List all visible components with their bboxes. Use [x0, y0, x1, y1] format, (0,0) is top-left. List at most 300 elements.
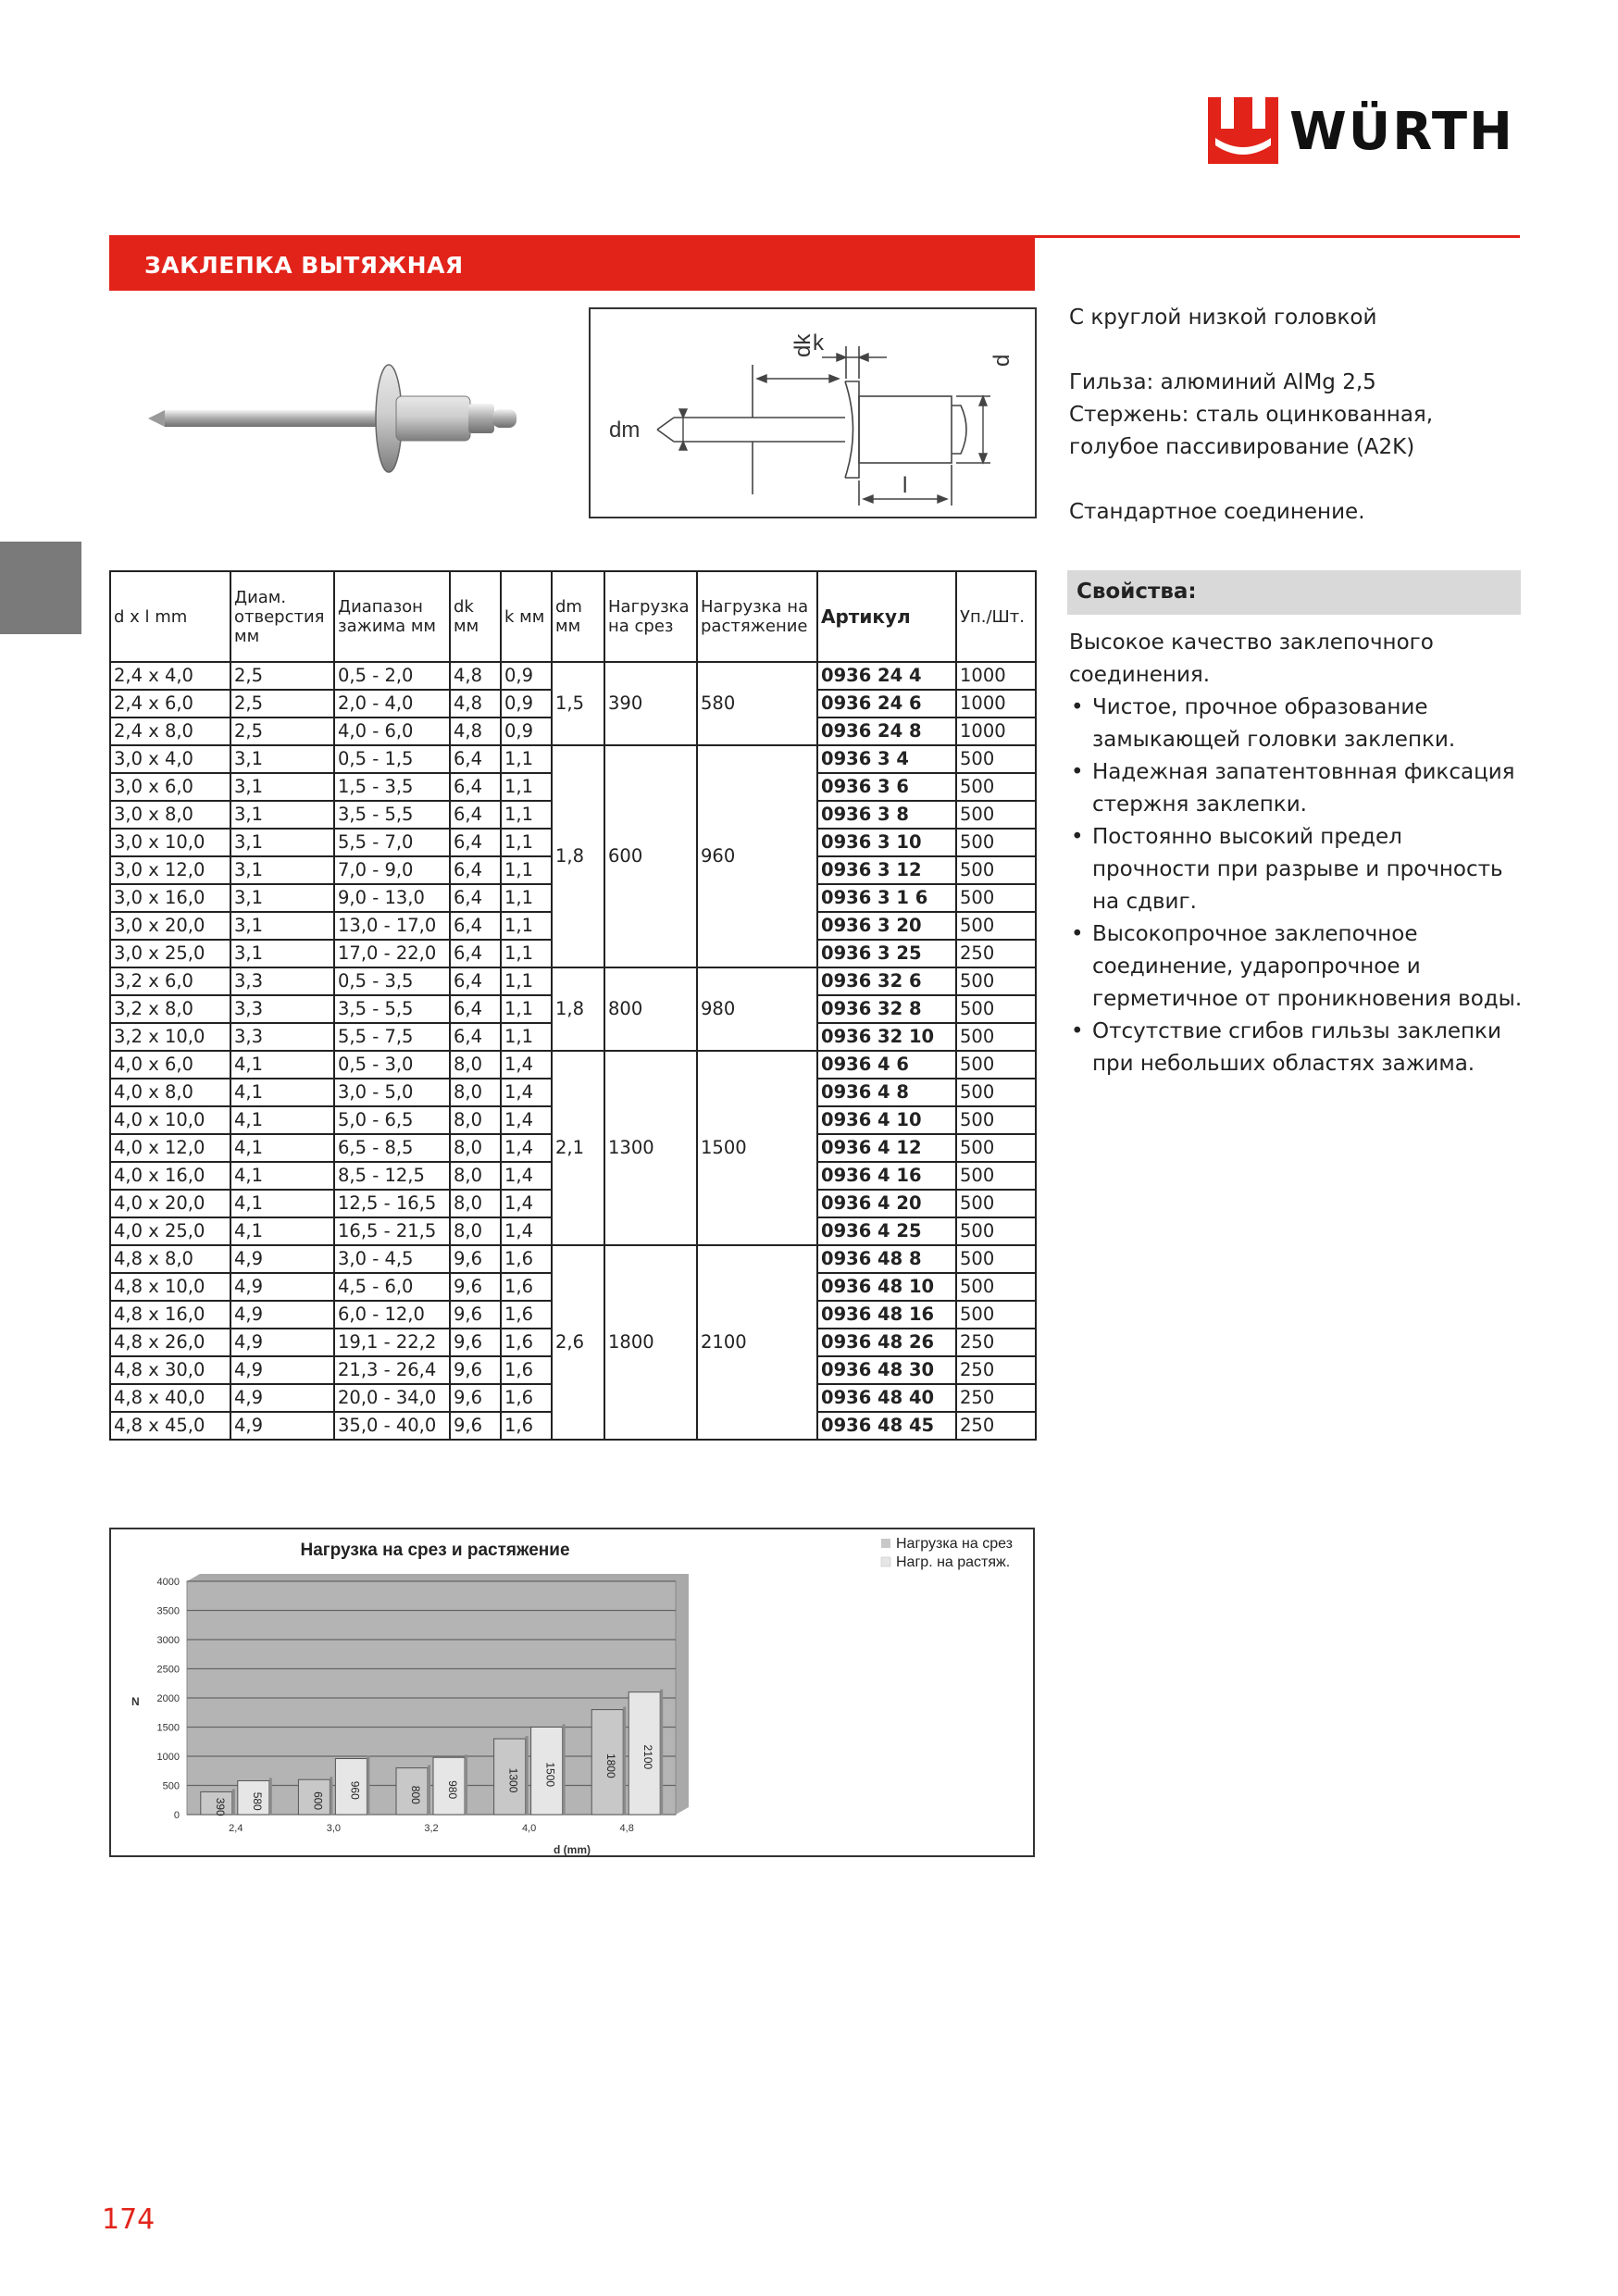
size-cell: 4,8 x 45,0 [110, 1412, 230, 1440]
hole-diameter-cell: 3,3 [230, 995, 334, 1023]
k-cell: 0,9 [501, 718, 552, 745]
y-tick-label: 4000 [156, 1577, 180, 1588]
article-cell: 0936 32 8 [817, 995, 956, 1023]
dk-cell: 8,0 [450, 1162, 501, 1190]
pack-qty-cell: 500 [956, 1245, 1036, 1273]
x-axis-label: d (mm) [554, 1843, 591, 1855]
size-cell: 4,0 x 25,0 [110, 1217, 230, 1245]
grip-range-cell: 4,5 - 6,0 [334, 1273, 450, 1301]
mandrel-text: Стержень: сталь оцинкованная, голубое пассивирование (A2K) [1069, 403, 1434, 459]
size-cell: 3,0 x 8,0 [110, 801, 230, 829]
pack-qty-cell: 500 [956, 1079, 1036, 1106]
dk-cell: 9,6 [450, 1245, 501, 1273]
grip-range-cell: 17,0 - 22,0 [334, 940, 450, 967]
k-cell: 1,1 [501, 773, 552, 801]
dm-cell: 1,8 [552, 745, 604, 967]
grip-range-cell: 8,5 - 12,5 [334, 1162, 450, 1190]
bar-side [428, 1766, 430, 1815]
dk-cell: 9,6 [450, 1301, 501, 1329]
bar-value-label: 1300 [506, 1767, 520, 1793]
pack-qty-cell: 1000 [956, 662, 1036, 690]
grip-range-cell: 16,5 - 21,5 [334, 1217, 450, 1245]
pack-qty-cell: 500 [956, 1134, 1036, 1162]
pack-qty-cell: 500 [956, 1273, 1036, 1301]
dk-cell: 6,4 [450, 967, 501, 995]
pack-qty-cell: 500 [956, 995, 1036, 1023]
load-chart-svg [111, 1529, 1033, 1855]
technical-drawing [589, 307, 1037, 518]
page-title: ЗАКЛЕПКА ВЫТЯЖНАЯ [144, 252, 464, 279]
bar-side [563, 1725, 566, 1816]
article-cell: 0936 48 40 [817, 1384, 956, 1412]
grip-range-cell: 0,5 - 3,5 [334, 967, 450, 995]
grip-range-cell: 6,0 - 12,0 [334, 1301, 450, 1329]
article-cell: 0936 32 10 [817, 1023, 956, 1051]
hole-diameter-cell: 4,1 [230, 1162, 334, 1190]
pack-qty-cell: 500 [956, 1190, 1036, 1217]
hole-diameter-cell: 4,9 [230, 1329, 334, 1356]
spec-table [109, 570, 1037, 1441]
article-cell: 0936 3 10 [817, 829, 956, 856]
legend-label-tension: Нагр. на растяж. [896, 1554, 1011, 1570]
x-tick-label: 2,4 [229, 1823, 243, 1834]
size-cell: 3,0 x 20,0 [110, 912, 230, 940]
article-cell: 0936 4 25 [817, 1217, 956, 1245]
size-cell: 3,0 x 16,0 [110, 884, 230, 912]
size-cell: 3,0 x 25,0 [110, 940, 230, 967]
grip-range-cell: 7,0 - 9,0 [334, 856, 450, 884]
dk-cell: 6,4 [450, 773, 501, 801]
grip-range-cell: 20,0 - 34,0 [334, 1384, 450, 1412]
article-cell: 0936 3 8 [817, 801, 956, 829]
hole-diameter-cell: 4,1 [230, 1079, 334, 1106]
label-k: k [813, 331, 824, 356]
dm-cell: 2,1 [552, 1051, 604, 1245]
pack-qty-cell: 250 [956, 1384, 1036, 1412]
sleeve-text: Гильза: алюминий AlMg 2,5 [1069, 370, 1376, 394]
hole-diameter-cell: 3,1 [230, 773, 334, 801]
bar-side [330, 1777, 332, 1815]
table-row [110, 662, 1036, 690]
bar-value-label: 390 [213, 1797, 227, 1816]
hole-diameter-cell: 3,1 [230, 801, 334, 829]
pack-qty-cell: 500 [956, 912, 1036, 940]
dk-cell: 6,4 [450, 912, 501, 940]
y-tick-label: 1000 [156, 1752, 180, 1763]
dk-cell: 6,4 [450, 801, 501, 829]
dm-cell: 2,6 [552, 1245, 604, 1440]
hole-diameter-cell: 4,9 [230, 1301, 334, 1329]
k-cell: 1,4 [501, 1051, 552, 1079]
grip-range-cell: 3,5 - 5,5 [334, 801, 450, 829]
y-tick-label: 0 [173, 1810, 180, 1821]
y-tick-label: 3000 [156, 1635, 180, 1646]
hole-diameter-cell: 3,1 [230, 829, 334, 856]
legend-label-shear: Нагрузка на срез [896, 1536, 1013, 1552]
brand-name: WÜRTH [1289, 102, 1514, 162]
k-cell: 1,1 [501, 801, 552, 829]
properties-intro: Высокое качество заклепочного соединения. [1069, 630, 1434, 687]
dk-cell: 8,0 [450, 1106, 501, 1134]
bar-value-label: 600 [311, 1791, 325, 1811]
size-cell: 3,2 x 6,0 [110, 967, 230, 995]
dk-cell: 4,8 [450, 718, 501, 745]
chart-legend [881, 1536, 1013, 1570]
pack-qty-cell: 500 [956, 773, 1036, 801]
connection-text: Стандартное соединение. [1069, 500, 1365, 524]
shear-cell: 1800 [604, 1245, 697, 1440]
shear-cell: 1300 [604, 1051, 697, 1245]
col-header: Диапазон зажима мм [334, 571, 450, 662]
pack-qty-cell: 500 [956, 1023, 1036, 1051]
bar-value-label: 580 [250, 1791, 264, 1811]
size-cell: 3,2 x 8,0 [110, 995, 230, 1023]
hole-diameter-cell: 4,1 [230, 1217, 334, 1245]
dm-cell: 1,5 [552, 662, 604, 745]
pack-qty-cell: 250 [956, 1356, 1036, 1384]
dk-cell: 8,0 [450, 1217, 501, 1245]
dk-cell: 8,0 [450, 1134, 501, 1162]
page-number: 174 [102, 2203, 156, 2236]
hole-diameter-cell: 3,3 [230, 1023, 334, 1051]
property-item: • Отсутствие сгибов гильзы заклепки при небольших областях зажима. [1069, 1016, 1523, 1080]
article-cell: 0936 48 26 [817, 1329, 956, 1356]
pack-qty-cell: 500 [956, 829, 1036, 856]
bar-value-label: 2100 [641, 1744, 655, 1770]
size-cell: 4,0 x 12,0 [110, 1134, 230, 1162]
bar-value-label: 1800 [604, 1753, 618, 1778]
property-item: • Постоянно высокий предел прочности при разрыве и прочность на сдвиг. [1069, 821, 1523, 918]
article-cell: 0936 48 16 [817, 1301, 956, 1329]
bar-value-label: 1500 [543, 1762, 557, 1788]
k-cell: 1,6 [501, 1412, 552, 1440]
size-cell: 4,0 x 10,0 [110, 1106, 230, 1134]
pack-qty-cell: 250 [956, 1329, 1036, 1356]
size-cell: 4,0 x 8,0 [110, 1079, 230, 1106]
tension-cell: 960 [697, 745, 817, 967]
hole-diameter-cell: 4,9 [230, 1245, 334, 1273]
pack-qty-cell: 250 [956, 1412, 1036, 1440]
x-tick-label: 3,2 [424, 1823, 439, 1834]
k-cell: 1,4 [501, 1079, 552, 1106]
shear-cell: 800 [604, 967, 697, 1051]
label-dm: dm [609, 418, 641, 443]
pack-qty-cell: 500 [956, 967, 1036, 995]
load-chart [109, 1528, 1035, 1857]
size-cell: 2,4 x 6,0 [110, 690, 230, 718]
size-cell: 4,8 x 26,0 [110, 1329, 230, 1356]
legend-swatch-shear [881, 1539, 890, 1548]
k-cell: 1,6 [501, 1301, 552, 1329]
size-cell: 4,0 x 20,0 [110, 1190, 230, 1217]
property-item: • Надежная запатентовнная фиксация стержня заклепки. [1069, 756, 1523, 821]
x-tick-label: 3,0 [326, 1823, 342, 1834]
pack-qty-cell: 500 [956, 1106, 1036, 1134]
title-bar [109, 237, 1035, 291]
dk-cell: 9,6 [450, 1273, 501, 1301]
size-cell: 3,0 x 4,0 [110, 745, 230, 773]
size-cell: 4,8 x 30,0 [110, 1356, 230, 1384]
bar-side [623, 1707, 626, 1815]
col-header: k мм [501, 571, 552, 662]
grip-range-cell: 3,0 - 4,5 [334, 1245, 450, 1273]
col-header: d x l mm [110, 571, 230, 662]
article-cell: 0936 48 10 [817, 1273, 956, 1301]
k-cell: 1,1 [501, 995, 552, 1023]
hole-diameter-cell: 2,5 [230, 662, 334, 690]
tension-cell: 2100 [697, 1245, 817, 1440]
dk-cell: 6,4 [450, 856, 501, 884]
shear-cell: 600 [604, 745, 697, 967]
col-header: Нагрузка на срез [604, 571, 697, 662]
article-cell: 0936 48 45 [817, 1412, 956, 1440]
tension-cell: 980 [697, 967, 817, 1051]
properties-heading-bar [1067, 570, 1521, 615]
article-cell: 0936 3 20 [817, 912, 956, 940]
article-cell: 0936 48 8 [817, 1245, 956, 1273]
article-cell: 0936 3 25 [817, 940, 956, 967]
k-cell: 1,4 [501, 1190, 552, 1217]
pack-qty-cell: 500 [956, 801, 1036, 829]
dk-cell: 6,4 [450, 829, 501, 856]
dk-cell: 6,4 [450, 1023, 501, 1051]
dk-cell: 6,4 [450, 940, 501, 967]
size-cell: 2,4 x 8,0 [110, 718, 230, 745]
dk-cell: 4,8 [450, 662, 501, 690]
size-cell: 2,4 x 4,0 [110, 662, 230, 690]
pack-qty-cell: 250 [956, 940, 1036, 967]
table-row [110, 745, 1036, 773]
k-cell: 1,1 [501, 745, 552, 773]
size-cell: 3,0 x 12,0 [110, 856, 230, 884]
article-cell: 0936 3 12 [817, 856, 956, 884]
grip-range-cell: 3,5 - 5,5 [334, 995, 450, 1023]
article-cell: 0936 4 16 [817, 1162, 956, 1190]
k-cell: 1,6 [501, 1245, 552, 1273]
rivet-photo [120, 352, 555, 481]
y-tick-label: 500 [162, 1780, 180, 1792]
y-tick-label: 1500 [156, 1722, 180, 1734]
k-cell: 1,6 [501, 1356, 552, 1384]
grip-range-cell: 3,0 - 5,0 [334, 1079, 450, 1106]
article-cell: 0936 4 20 [817, 1190, 956, 1217]
dk-cell: 6,4 [450, 884, 501, 912]
section-tab [0, 542, 81, 634]
col-header: Диам. отверстия мм [230, 571, 334, 662]
hole-diameter-cell: 2,5 [230, 718, 334, 745]
dk-cell: 6,4 [450, 745, 501, 773]
wurth-logo-mark [1208, 97, 1278, 164]
grip-range-cell: 19,1 - 22,2 [334, 1329, 450, 1356]
bar-side [269, 1778, 272, 1815]
size-cell: 4,0 x 16,0 [110, 1162, 230, 1190]
col-header: Уп./Шт. [956, 571, 1036, 662]
hole-diameter-cell: 4,1 [230, 1190, 334, 1217]
grip-range-cell: 4,0 - 6,0 [334, 718, 450, 745]
y-tick-label: 3500 [156, 1605, 180, 1617]
properties-heading: Свойства: [1077, 580, 1197, 604]
y-axis-label: N [131, 1695, 140, 1708]
col-header: Нагрузка на растяжение [697, 571, 817, 662]
hole-diameter-cell: 3,1 [230, 745, 334, 773]
hole-diameter-cell: 4,9 [230, 1384, 334, 1412]
grip-range-cell: 9,0 - 13,0 [334, 884, 450, 912]
table-row [110, 1051, 1036, 1079]
k-cell: 1,4 [501, 1106, 552, 1134]
hole-diameter-cell: 3,3 [230, 967, 334, 995]
pack-qty-cell: 500 [956, 1051, 1036, 1079]
pack-qty-cell: 500 [956, 745, 1036, 773]
table-row [110, 967, 1036, 995]
article-cell: 0936 48 30 [817, 1356, 956, 1384]
grip-range-cell: 5,5 - 7,5 [334, 1023, 450, 1051]
grip-range-cell: 0,5 - 1,5 [334, 745, 450, 773]
k-cell: 1,6 [501, 1273, 552, 1301]
k-cell: 0,9 [501, 690, 552, 718]
label-l: l [902, 473, 908, 498]
bar-value-label: 960 [348, 1780, 362, 1800]
grip-range-cell: 0,5 - 2,0 [334, 662, 450, 690]
grip-range-cell: 13,0 - 17,0 [334, 912, 450, 940]
size-cell: 4,0 x 6,0 [110, 1051, 230, 1079]
property-item: • Высокопрочное заклепочное соединение, ударопрочное и герметичное от проникновения воды. [1069, 918, 1523, 1016]
label-d: d [989, 354, 1014, 367]
y-tick-label: 2000 [156, 1693, 180, 1704]
article-cell: 0936 4 8 [817, 1079, 956, 1106]
hole-diameter-cell: 3,1 [230, 856, 334, 884]
bar-value-label: 800 [409, 1785, 422, 1804]
hole-diameter-cell: 3,1 [230, 940, 334, 967]
size-cell: 3,0 x 6,0 [110, 773, 230, 801]
article-cell: 0936 4 12 [817, 1134, 956, 1162]
hole-diameter-cell: 4,9 [230, 1273, 334, 1301]
col-header: Артикул [817, 571, 956, 662]
pack-qty-cell: 500 [956, 1162, 1036, 1190]
bar-side [465, 1754, 467, 1815]
properties-list [1069, 627, 1523, 1080]
hole-diameter-cell: 4,1 [230, 1106, 334, 1134]
article-cell: 0936 4 6 [817, 1051, 956, 1079]
dk-cell: 8,0 [450, 1051, 501, 1079]
grip-range-cell: 6,5 - 8,5 [334, 1134, 450, 1162]
article-cell: 0936 3 4 [817, 745, 956, 773]
article-cell: 0936 24 6 [817, 690, 956, 718]
label-dk: dk [790, 333, 815, 357]
article-cell: 0936 4 10 [817, 1106, 956, 1134]
head-type-text: С круглой низкой головкой [1069, 306, 1377, 330]
grip-range-cell: 1,5 - 3,5 [334, 773, 450, 801]
k-cell: 1,6 [501, 1329, 552, 1356]
chart-title: Нагрузка на срез и растяжение [300, 1541, 570, 1560]
hole-diameter-cell: 4,1 [230, 1134, 334, 1162]
dk-cell: 6,4 [450, 995, 501, 1023]
size-cell: 4,8 x 40,0 [110, 1384, 230, 1412]
tension-cell: 1500 [697, 1051, 817, 1245]
x-tick-label: 4,0 [521, 1823, 537, 1834]
k-cell: 1,6 [501, 1384, 552, 1412]
y-tick-label: 2500 [156, 1664, 180, 1676]
k-cell: 1,1 [501, 856, 552, 884]
pack-qty-cell: 500 [956, 856, 1036, 884]
pack-qty-cell: 1000 [956, 718, 1036, 745]
dm-cell: 1,8 [552, 967, 604, 1051]
k-cell: 1,4 [501, 1217, 552, 1245]
grip-range-cell: 0,5 - 3,0 [334, 1051, 450, 1079]
size-cell: 4,8 x 8,0 [110, 1245, 230, 1273]
article-cell: 0936 24 8 [817, 718, 956, 745]
k-cell: 1,1 [501, 912, 552, 940]
col-header: dk мм [450, 571, 501, 662]
bar-side [367, 1756, 369, 1815]
size-cell: 3,0 x 10,0 [110, 829, 230, 856]
wurth-logo [1208, 97, 1523, 164]
tension-cell: 580 [697, 662, 817, 745]
property-item: • Чистое, прочное образование замыкающей головки заклепки. [1069, 692, 1523, 756]
grip-range-cell: 5,5 - 7,0 [334, 829, 450, 856]
hole-diameter-cell: 4,9 [230, 1412, 334, 1440]
pack-qty-cell: 500 [956, 884, 1036, 912]
k-cell: 1,4 [501, 1162, 552, 1190]
k-cell: 1,1 [501, 967, 552, 995]
article-cell: 0936 3 6 [817, 773, 956, 801]
description [1069, 302, 1523, 529]
k-cell: 1,1 [501, 1023, 552, 1051]
hole-diameter-cell: 3,1 [230, 912, 334, 940]
dk-cell: 8,0 [450, 1079, 501, 1106]
bar-side [526, 1736, 529, 1815]
k-cell: 1,4 [501, 1134, 552, 1162]
grip-range-cell: 12,5 - 16,5 [334, 1190, 450, 1217]
rivet-dimension-drawing [591, 309, 1035, 517]
article-cell: 0936 3 1 6 [817, 884, 956, 912]
grip-range-cell: 35,0 - 40,0 [334, 1412, 450, 1440]
hole-diameter-cell: 4,9 [230, 1356, 334, 1384]
k-cell: 0,9 [501, 662, 552, 690]
hole-diameter-cell: 2,5 [230, 690, 334, 718]
article-cell: 0936 32 6 [817, 967, 956, 995]
grip-range-cell: 2,0 - 4,0 [334, 690, 450, 718]
spec-table-body [110, 662, 1036, 1440]
grip-range-cell: 21,3 - 26,4 [334, 1356, 450, 1384]
table-header-row [110, 571, 1036, 662]
shear-cell: 390 [604, 662, 697, 745]
k-cell: 1,1 [501, 829, 552, 856]
dk-cell: 4,8 [450, 690, 501, 718]
dk-cell: 9,6 [450, 1412, 501, 1440]
k-cell: 1,1 [501, 884, 552, 912]
article-cell: 0936 24 4 [817, 662, 956, 690]
size-cell: 4,8 x 10,0 [110, 1273, 230, 1301]
pack-qty-cell: 1000 [956, 690, 1036, 718]
legend-swatch-tension [881, 1557, 890, 1566]
pack-qty-cell: 500 [956, 1301, 1036, 1329]
dk-cell: 9,6 [450, 1384, 501, 1412]
dk-cell: 9,6 [450, 1356, 501, 1384]
pack-qty-cell: 500 [956, 1217, 1036, 1245]
dk-cell: 8,0 [450, 1190, 501, 1217]
size-cell: 4,8 x 16,0 [110, 1301, 230, 1329]
col-header: dm мм [552, 571, 604, 662]
grip-range-cell: 5,0 - 6,5 [334, 1106, 450, 1134]
hole-diameter-cell: 3,1 [230, 884, 334, 912]
bar-value-label: 980 [446, 1780, 459, 1800]
size-cell: 3,2 x 10,0 [110, 1023, 230, 1051]
k-cell: 1,1 [501, 940, 552, 967]
bar-side [232, 1789, 235, 1815]
hole-diameter-cell: 4,1 [230, 1051, 334, 1079]
x-tick-label: 4,8 [619, 1823, 634, 1834]
dk-cell: 9,6 [450, 1329, 501, 1356]
